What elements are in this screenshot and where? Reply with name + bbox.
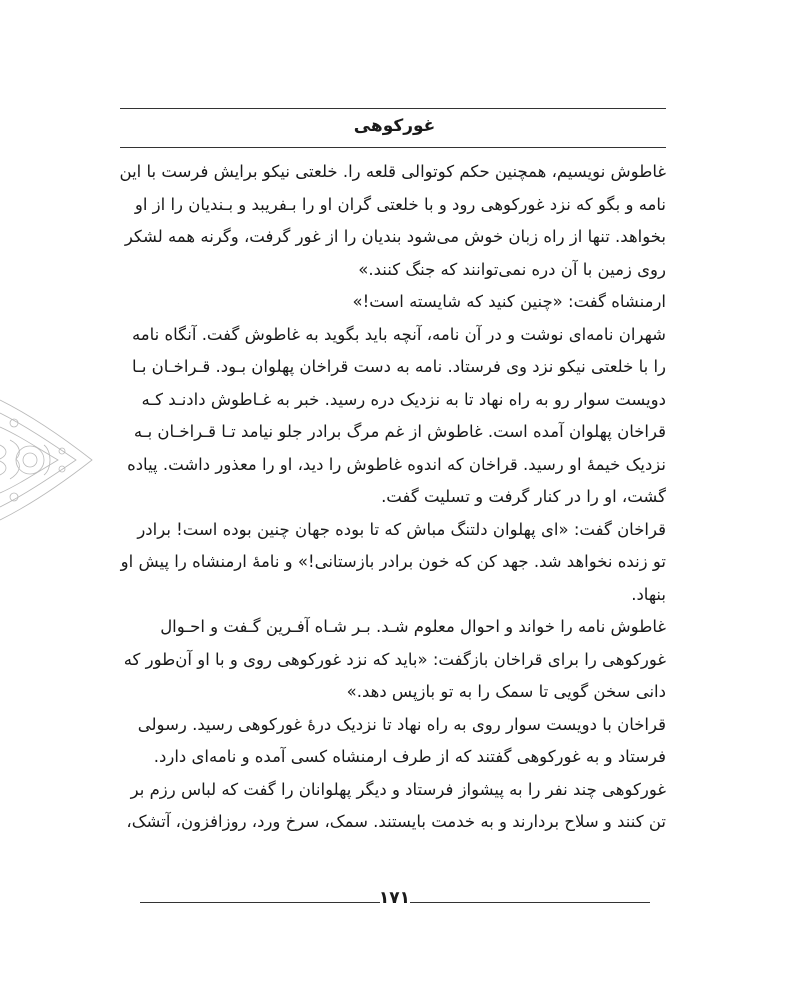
header-rule	[120, 108, 666, 109]
body-line: بخواهد. تنها از راه زبان خوش می‌شود بندیان را از غور گرفت، وگرنه همه لشکر	[124, 227, 666, 246]
body-line: گشت، او را در کنار گرفت و تسلیت گفت.	[381, 487, 666, 506]
body-line: را با خلعتی نیکو نزد وی فرستاد. نامه به دست قراخان پهلوان بـود. قـراخـان بـا	[131, 357, 666, 376]
body-line: نزدیک خیمهٔ او رسید. قراخان که اندوه غاطوش را دید، او را معذور داشت. پیاده	[127, 454, 666, 474]
body-line: دویست سوار رو به راه نهاد تا به نزدیک دره رسید. خبر به غـاطوش دادنـد کـه	[141, 389, 666, 409]
decorative-ornament-icon	[0, 395, 100, 525]
body-line: غاطوش نویسیم، همچنین حکم کوتوالی قلعه را. خلعتی نیکو برایش فرست با این	[119, 162, 666, 181]
body-line: غاطوش نامه را خواند و احوال معلوم شـد. بـر شـاه آفـرین گـفت و احـوال	[160, 617, 666, 636]
body-line: فرستاد و به غورکوهی گفتند که از طرف ارمنشاه کسی آمده و نامه‌ای دارد.	[153, 747, 666, 766]
page-number: ۱۷۱	[378, 888, 411, 908]
body-line: غورکوهی چند نفر را به پیشواز فرستاد و دیگر پهلوانان را گفت که لباس رزم بر	[130, 779, 666, 799]
body-line: ارمنشاه گفت: «چنین کنید که شایسته است!»	[352, 292, 666, 311]
body-line: تو زنده نخواهد شد. جهد کن که خون برادر بازستانی!» و نامهٔ ارمنشاه را پیش او	[120, 552, 666, 571]
body-line: تن کنند و سلاح بردارند و به خدمت بایستند. سمک، سرخ ورد، روزافزون، آتشک،	[126, 812, 666, 831]
body-text	[120, 156, 666, 839]
body-line: قراخان پهلوان آمده است. غاطوش از غم مرگ برادر جلو نیامد تـا قـراخـان بـه	[133, 422, 666, 441]
body-line: نامه و بگو که نزد غورکوهی رود و با خلعتی گران او را بـفریبد و بـندیان را از او	[134, 194, 666, 214]
body-line: شهران نامه‌ای نوشت و در آن نامه، آنچه باید بگوید به غاطوش گفت. آنگاه نامه	[131, 324, 666, 344]
header-underline	[120, 147, 666, 148]
body-line: بنهاد.	[631, 584, 666, 604]
body-line: غورکوهی را برای قراخان بازگفت: «باید که نزد غورکوهی روی و با او آن‌طور که	[123, 649, 666, 669]
running-title: غورکوهی	[353, 116, 436, 136]
body-line: قراخان با دویست سوار روی به راه نهاد تا نزدیک درهٔ غورکوهی رسید. رسولی	[137, 714, 666, 734]
footer-rule-right	[410, 902, 650, 903]
body-line: دانی سخن گویی تا سمک را به تو بازپس دهد.»	[346, 682, 666, 701]
body-line: روی زمین با آن دره نمی‌توانند که جنگ کنند.»	[358, 259, 666, 279]
body-line: قراخان گفت: «ای پهلوان دلتنگ مباش که تا بوده جهان چنین بوده است! برادر	[137, 519, 666, 539]
